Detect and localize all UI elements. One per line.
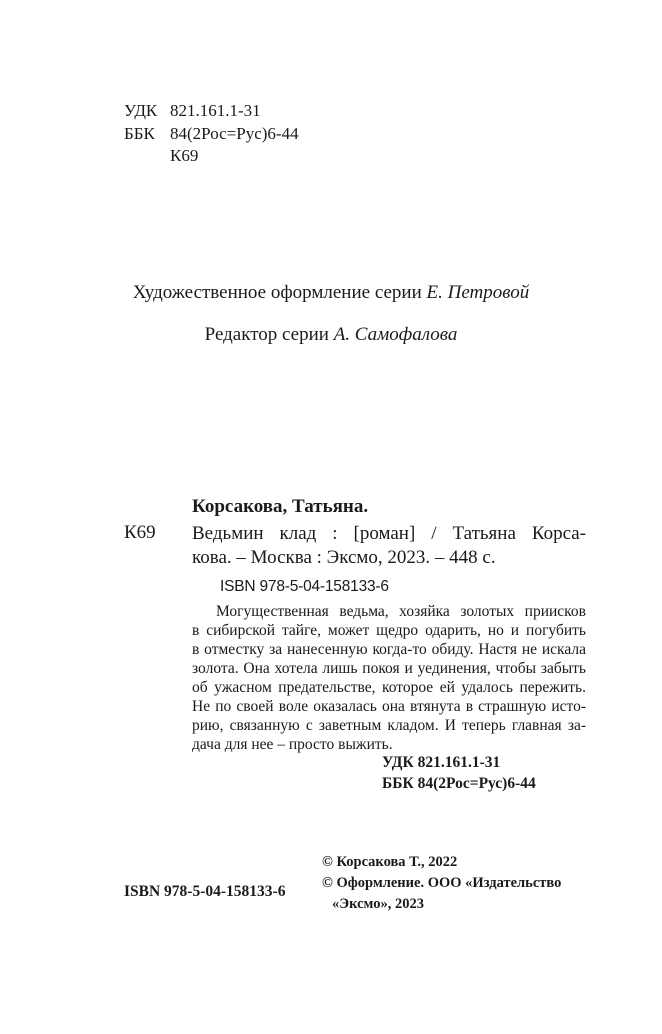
editor-credit — [0, 324, 662, 346]
bbk-label: ББК — [124, 123, 155, 143]
isbn-bottom: ISBN 978-5-04-158133-6 — [124, 883, 286, 900]
isbn-record: ISBN 978-5-04-158133-6 — [220, 578, 389, 595]
top-classification-codes — [124, 100, 299, 168]
udk-code: УДК 821.161.1-31 — [382, 754, 501, 771]
author-mark-row — [124, 145, 299, 168]
copyright-author: © Корсакова Т., 2022 — [322, 854, 458, 870]
design-credit — [0, 282, 662, 304]
annotation-line: Могущественная ведьма, хозяйка золотых приисков — [216, 603, 586, 620]
bbk-row — [124, 123, 299, 146]
copyright-block — [322, 852, 561, 915]
editor-credit-name: А. Самофалова — [333, 324, 458, 345]
bib-line-1: Ведьмин клад : [роман] / Татьяна Корса- — [192, 523, 586, 544]
annotation-line: в сибирской тайге, может щедро одарить, но и погубить — [192, 622, 586, 639]
bbk-value: 84(2Рос=Рус)6-44 — [170, 123, 299, 143]
author-mark: К69 — [124, 522, 156, 543]
author-mark-top: К69 — [170, 146, 199, 165]
udk-value: 821.161.1-31 — [170, 101, 261, 120]
bibliographic-description — [192, 522, 586, 570]
copyright-publisher-cont: «Эксмо», 2023 — [332, 896, 424, 912]
annotation-line: в отместку за нанесенную когда-то обиду. Настя не искала — [192, 641, 586, 658]
design-credit-name: Е. Петровой — [426, 282, 530, 303]
annotation-line: рию, связанную с заветным кладом. И теперь главная за- — [192, 717, 586, 734]
annotation-line: об ужасном предательстве, которое ей удалось пережить. — [192, 679, 586, 696]
annotation-line: дача для нее – просто выжить. — [192, 736, 393, 753]
udk-label: УДК — [124, 101, 158, 120]
udk-row — [124, 100, 299, 123]
design-credit-prefix: Художественное оформление серии — [132, 282, 422, 303]
classification-codes — [382, 752, 536, 794]
annotation-line: золота. Она хотела лишь покоя и уединения, чтобы забыть — [192, 660, 586, 677]
editor-credit-prefix: Редактор серии — [204, 324, 329, 345]
annotation — [192, 602, 586, 754]
bbk-code: ББК 84(2Рос=Рус)6-44 — [382, 775, 536, 792]
copyright-publisher: © Оформление. ООО «Издательство — [322, 875, 562, 891]
annotation-line: Не по своей воле оказалась она втянута в страшную исто- — [192, 698, 586, 715]
author-heading: Корсакова, Татьяна. — [192, 496, 369, 517]
bib-line-2: кова. – Москва : Эксмо, 2023. – 448 с. — [192, 547, 496, 568]
